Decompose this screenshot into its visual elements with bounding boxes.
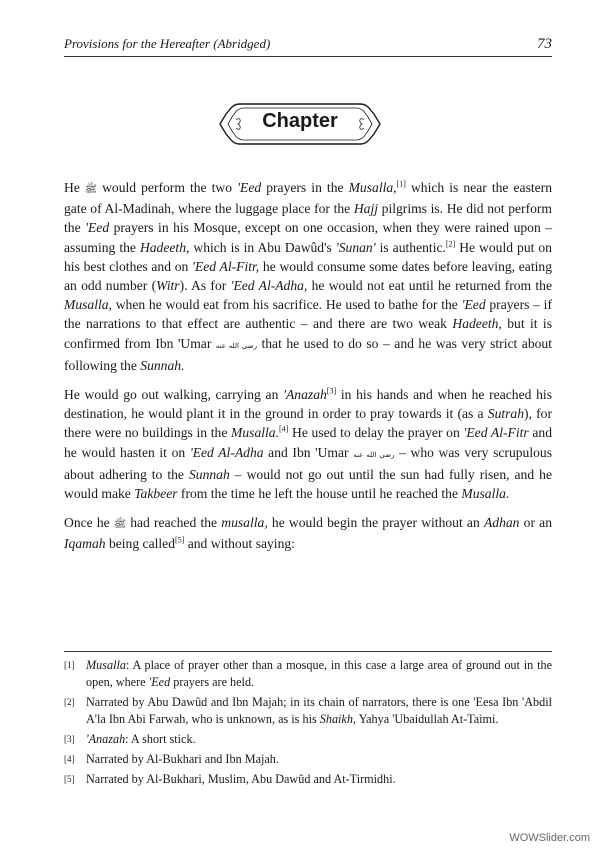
footnote-2: [2] Narrated by Abu Dawûd and Ibn Majah; in its chain of narrators, there is one 'Eesa Ibn 'Abdil A'la Ibn Abi Farwah, who is unknown, as is his Shaikh, Yahya 'Ubaidullah At-Taimi. <box>64 695 552 726</box>
footnote-1: [1] Musalla: A place of prayer other than a mosque, in this case a large area of ground out in the open, where 'Eed prayers are held. <box>64 658 552 689</box>
footnote-3: [3] 'Anazah: A short stick. <box>64 732 196 746</box>
pbuh-honorific-icon: ﷺ <box>113 519 126 531</box>
footnote-ref-5: [5] <box>175 535 185 545</box>
ra-honorific-icon: رضي الله عنه <box>353 450 395 459</box>
footnotes <box>64 657 552 791</box>
footnote-ref-3: [3] <box>326 386 337 396</box>
book-title: Provisions for the Hereafter (Abridged) <box>64 36 271 51</box>
footnote-divider <box>64 651 552 652</box>
chapter-heading: Chapter <box>262 110 338 132</box>
chapter-banner <box>218 96 382 152</box>
page-number: 73 <box>537 36 552 52</box>
footnote-5: [5] Narrated by Al-Bukhari, Muslim, Abu Dawûd and At-Tirmidhi. <box>64 772 396 786</box>
footnote-4: [4] Narrated by Al-Bukhari and Ibn Majah. <box>64 752 279 766</box>
paragraph-1: He ﷺ would perform the two 'Eed prayers in the Musalla,[1] which is near the eastern gate of Al-Madinah, where the luggage place for the Hajj pilgrims is. He did not perform the 'Eed prayers in his Mosque, except on one occasion, when they were rained upon – assuming the Hadeeth, which is in Abu Dawûd's 'Sunan' is authentic.[2] He would put on his best clothes and on 'Eed Al-Fitr, he would consume some dates before leaving, eating an odd number (Witr). As for 'Eed Al-Adha, he would not eat until he returned from the Musalla, when he would eat from his sacrifice. He used to bathe for the 'Eed prayers – if the narrations to that effect are authentic – and there are two weak Hadeeth, but it is confirmed from Ibn 'Umar رضي الله عنه that he used to do so – and he was very strict about following the Sunnah. <box>64 179 553 373</box>
paragraph-3: Once he ﷺ had reached the musalla, he would begin the prayer without an Adhan or an Iqamah being called[5] and without saying: <box>64 515 553 552</box>
watermark: WOWSlider.com <box>509 832 590 844</box>
footnote-ref-4: [4] <box>279 424 289 434</box>
pbuh-honorific-icon: ﷺ <box>84 184 98 195</box>
body-text <box>64 178 552 564</box>
ra-honorific-icon: رضي الله عنه <box>215 341 257 350</box>
footnote-ref-1: [1] <box>396 179 406 189</box>
paragraph-2: He would go out walking, carrying an 'Anazah[3] in his hands and when he reached his destination, he would plant it in the ground in order to pray towards it (as a Sutrah), for there were no buildings in the Musalla.[4] He used to delay the prayer on 'Eed Al-Fitr and he would hasten it on 'Eed Al-Adha and Ibn 'Umar رضي الله عنه – who was very scrupulous about adhering to the Sunnah – would not go out until the sun had fully risen, and he would make Takbeer from the time he left the house until he reached the Musalla. <box>64 386 552 502</box>
running-header <box>64 34 552 57</box>
footnote-ref-2: [2] <box>445 239 456 249</box>
